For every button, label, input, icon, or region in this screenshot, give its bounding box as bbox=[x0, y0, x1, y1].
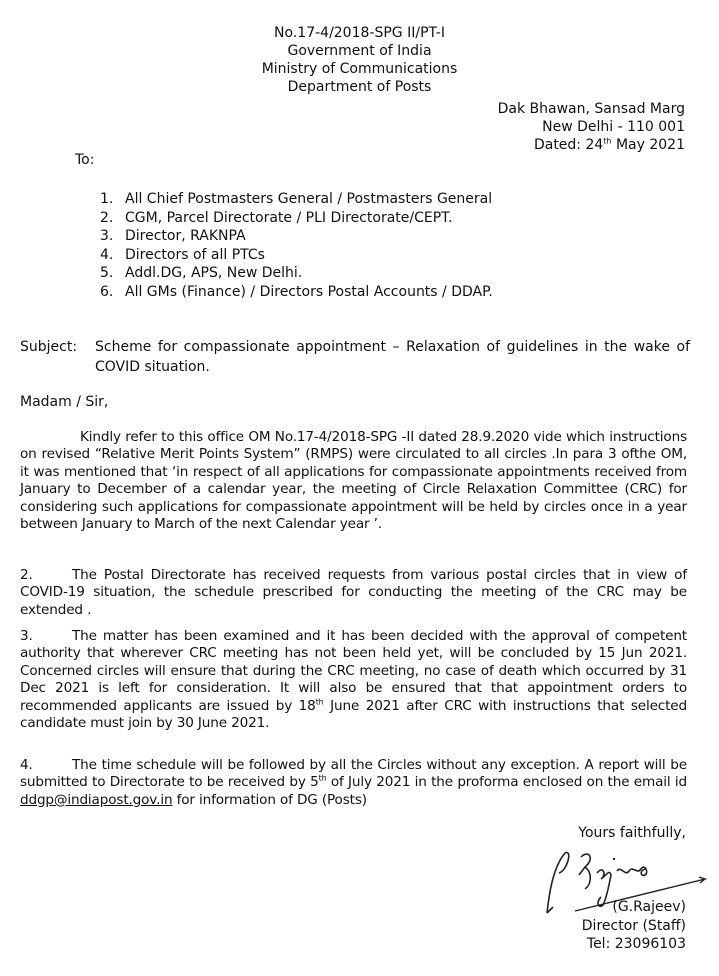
closing: Yours faithfully, bbox=[578, 825, 686, 841]
salutation: Madam / Sir, bbox=[20, 394, 109, 410]
subject-text: Scheme for compassionate appointment – Relaxation of guidelines in the wake of COVID situation. bbox=[95, 339, 690, 375]
address-line-1: Dak Bhawan, Sansad Marg bbox=[497, 101, 685, 117]
recipient-item: 6. All GMs (Finance) / Directors Postal Accounts / DDAP. bbox=[100, 283, 493, 300]
address-line-2: New Delhi - 110 001 bbox=[542, 119, 685, 135]
government-name: Government of India bbox=[287, 43, 432, 59]
recipient-item: 2. CGM, Parcel Directorate / PLI Directorate/CEPT. bbox=[100, 209, 453, 226]
recipient-item: 3. Director, RAKNPA bbox=[100, 228, 246, 245]
recipient-item: 5. Addl.DG, APS, New Delhi. bbox=[100, 265, 303, 282]
recipient-list bbox=[100, 190, 493, 302]
recipient-item: 1. All Chief Postmasters General / Postmasters General bbox=[100, 191, 493, 207]
ministry-name: Ministry of Communications bbox=[261, 61, 458, 77]
subject-line bbox=[20, 337, 690, 377]
paragraph-4: 4. The time schedule will be followed by all the Circles without any exception. A report will be submitted to Directorate to be received by 5th of July 2021 in the proforma enclosed on the email id ddgp@indiapost.gov.in for information of DG (Posts) bbox=[20, 757, 687, 808]
paragraph-2: 2. The Postal Directorate has received requests from various postal circles that in view of COVID-19 situation, the schedule prescribed for conducting the meeting of the CRC may be extended . bbox=[20, 567, 687, 618]
signatory-block bbox=[582, 898, 686, 954]
to-label: To: bbox=[75, 152, 95, 168]
file-number: No.17-4/2018-SPG II/PT-I bbox=[274, 25, 445, 41]
recipient-item: 4. Directors of all PTCs bbox=[100, 246, 265, 263]
signatory-name: (G.Rajeev) bbox=[612, 899, 686, 915]
subject-label: Subject: bbox=[20, 339, 78, 355]
signatory-designation: Director (Staff) bbox=[581, 917, 686, 934]
letterhead bbox=[0, 24, 719, 96]
email-link[interactable]: ddgp@indiapost.gov.in bbox=[20, 791, 173, 808]
address-block bbox=[498, 100, 685, 154]
department-name: Department of Posts bbox=[287, 79, 432, 95]
paragraph-1: Kindly refer to this office OM No.17-4/2018-SPG -II dated 28.9.2020 vide which instructions on revised “Relative Merit Points System” (RMPS) were circulated to all circles .In para 3 ofthe OM, it was mentioned that ‘in respect of all applications for compassionate appointments received from January to December of a calendar year, the meeting of Circle Relaxation Committee (CRC) for considering such applications for compassionate appointment will be held by circles once in a year between January to March of the next Calendar year ’. bbox=[20, 429, 687, 533]
signatory-phone: Tel: 23096103 bbox=[586, 936, 686, 952]
letter-date: Dated: 24th May 2021 bbox=[533, 136, 685, 153]
paragraph-3: 3. The matter has been examined and it has been decided with the approval of competent authority that wherever CRC meeting has not been held yet, will be concluded by 15 Jun 2021. Concerned circles will ensure that during the CRC meeting, no case of death which occurred by 31 Dec 2021 is left for consideration. It will also be ensured that that appointment orders to recommended applicants are issued by 18th June 2021 after CRC with instructions that selected candidate must join by 30 June 2021. bbox=[20, 628, 687, 732]
